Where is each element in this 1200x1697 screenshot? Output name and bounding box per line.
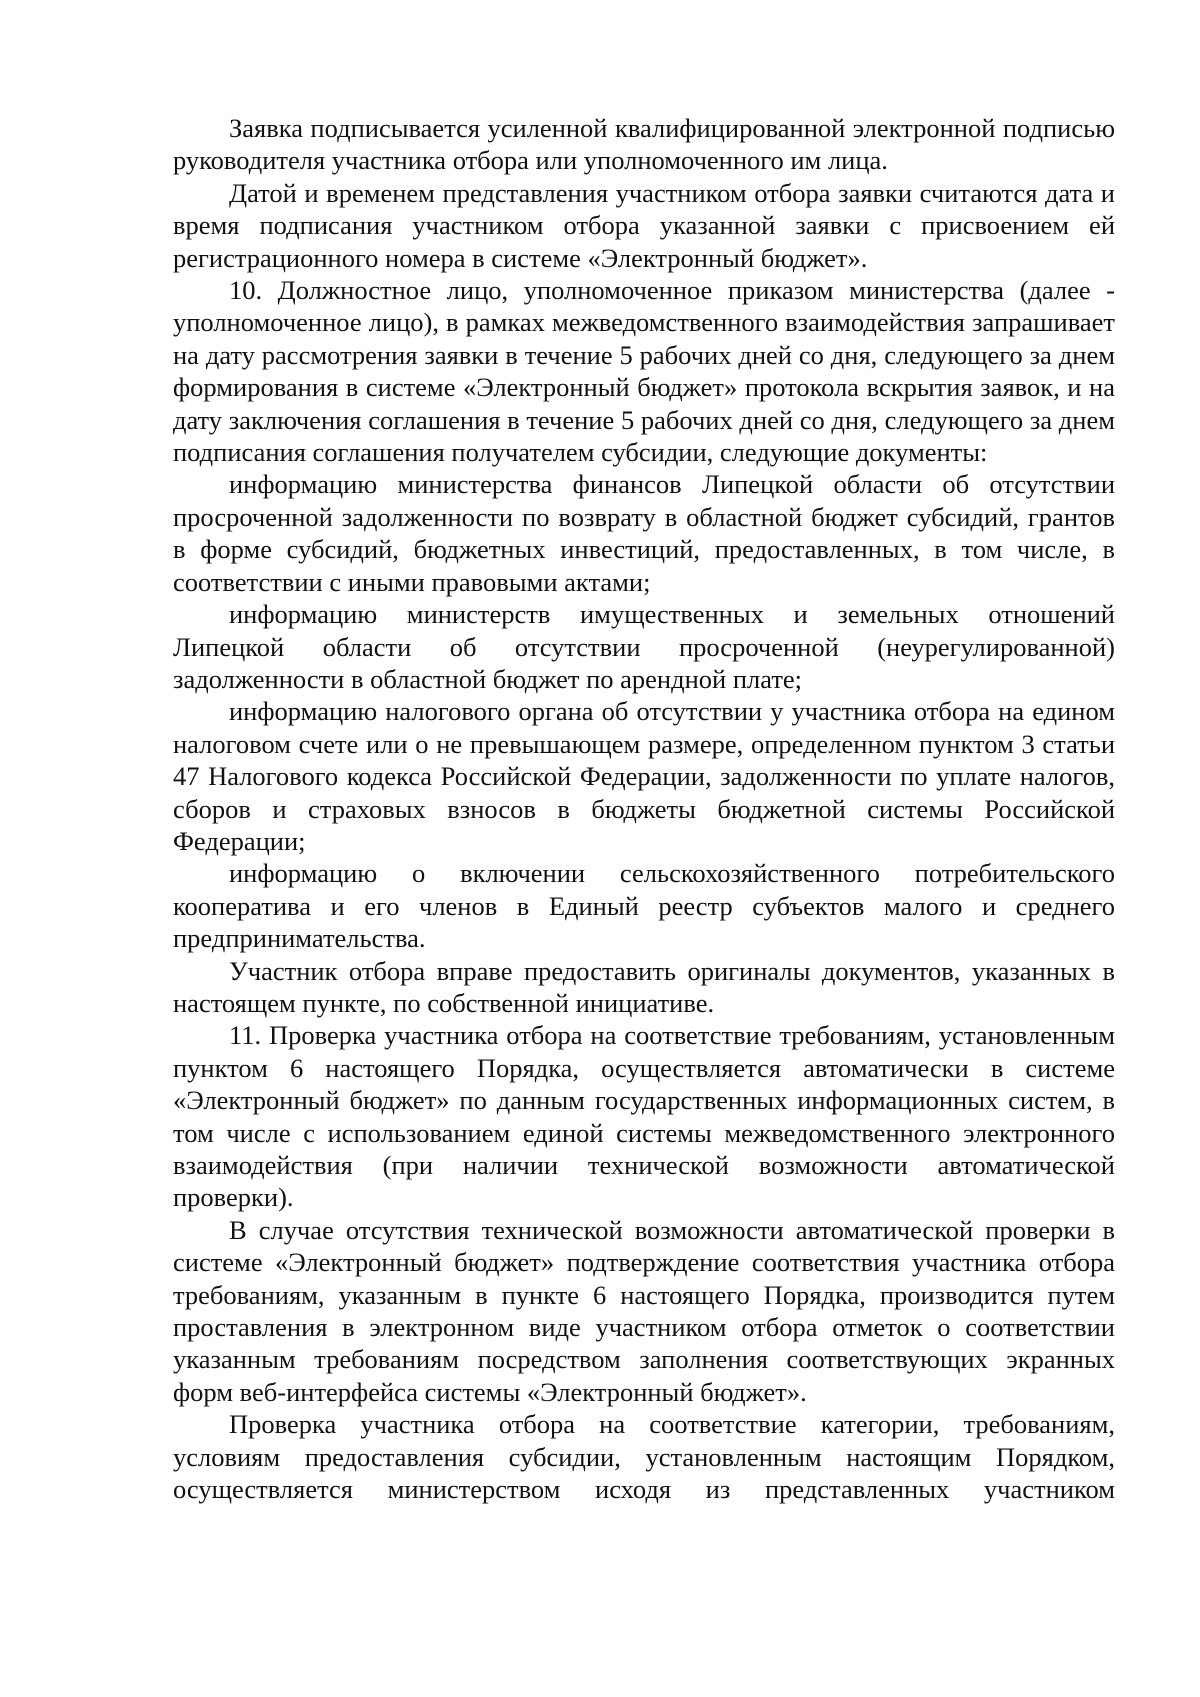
paragraph-signature: Заявка подписывается усиленной квалифицированной электронной подписью руководителя участника отбора или уполномоченного им лица.: [173, 113, 1115, 176]
paragraph-submission-date: Датой и временем представления участником отбора заявки считаются дата и время подписания участником отбора указанной заявки с присвоением ей регистрационного номера в системе «Электронный бюджет».: [173, 177, 1115, 273]
paragraph-ministry-check: Проверка участника отбора на соответствие категории, требованиям, условиям предоставления субсидии, установленным настоящим Порядком, осуществляется министерством исходя из представленных участником: [173, 1409, 1115, 1505]
document-body: [173, 112, 1115, 1505]
paragraph-manual-confirmation: В случае отсутствия технической возможности автоматической проверки в системе «Электронный бюджет» подтверждение соответствия участника отбора требованиям, указанным в пункте 6 настоящего Порядка, производится путем проставления в электронном виде участником отбора отметок о соответствии указанным требованиям посредством заполнения соответствующих экранных форм веб-интерфейса системы «Электронный бюджет».: [173, 1214, 1115, 1407]
paragraph-originals-initiative: Участник отбора вправе предоставить оригиналы документов, указанных в настоящем пункте, по собственной инициативе.: [173, 955, 1115, 1018]
paragraph-finance-ministry-info: информацию министерства финансов Липецкой области об отсутствии просроченной задолженности по возврату в областной бюджет субсидий, грантов в форме субсидий, бюджетных инвестиций, предоставленных, в том числе, в соответствии с иными правовыми актами;: [173, 469, 1115, 597]
paragraph-10-official-request: 10. Должностное лицо, уполномоченное приказом министерства (далее - уполномоченное лицо), в рамках межведомственного взаимодействия запрашивает на дату рассмотрения заявки в течение 5 рабочих дней со дня, следующего за днем формирования в системе «Электронный бюджет» протокола вскрытия заявок, и на дату заключения соглашения в течение 5 рабочих дней со дня, следующего за днем подписания соглашения получателем субсидии, следующие документы:: [173, 275, 1115, 468]
paragraph-tax-authority-info: информацию налогового органа об отсутствии у участника отбора на едином налоговом счете или о не превышающем размере, определенном пунктом 3 статьи 47 Налогового кодекса Российской Федерации, задолженности по уплате налогов, сборов и страховых взносов в бюджеты бюджетной системы Российской Федерации;: [173, 696, 1115, 856]
paragraph-sme-registry-info: информацию о включении сельскохозяйственного потребительского кооператива и его членов в Единый реестр субъектов малого и среднего предпринимательства.: [173, 858, 1115, 954]
paragraph-property-ministry-info: информацию министерств имущественных и земельных отношений Липецкой области об отсутствии просроченной (неурегулированной) задолженности в областной бюджет по арендной плате;: [173, 599, 1115, 694]
paragraph-11-automatic-check: 11. Проверка участника отбора на соответствие требованиям, установленным пунктом 6 настоящего Порядка, осуществляется автоматически в системе «Электронный бюджет» по данным государственных информационных систем, в том числе с использованием единой системы межведомственного электронного взаимодействия (при наличии технической возможности автоматической проверки).: [173, 1020, 1115, 1213]
